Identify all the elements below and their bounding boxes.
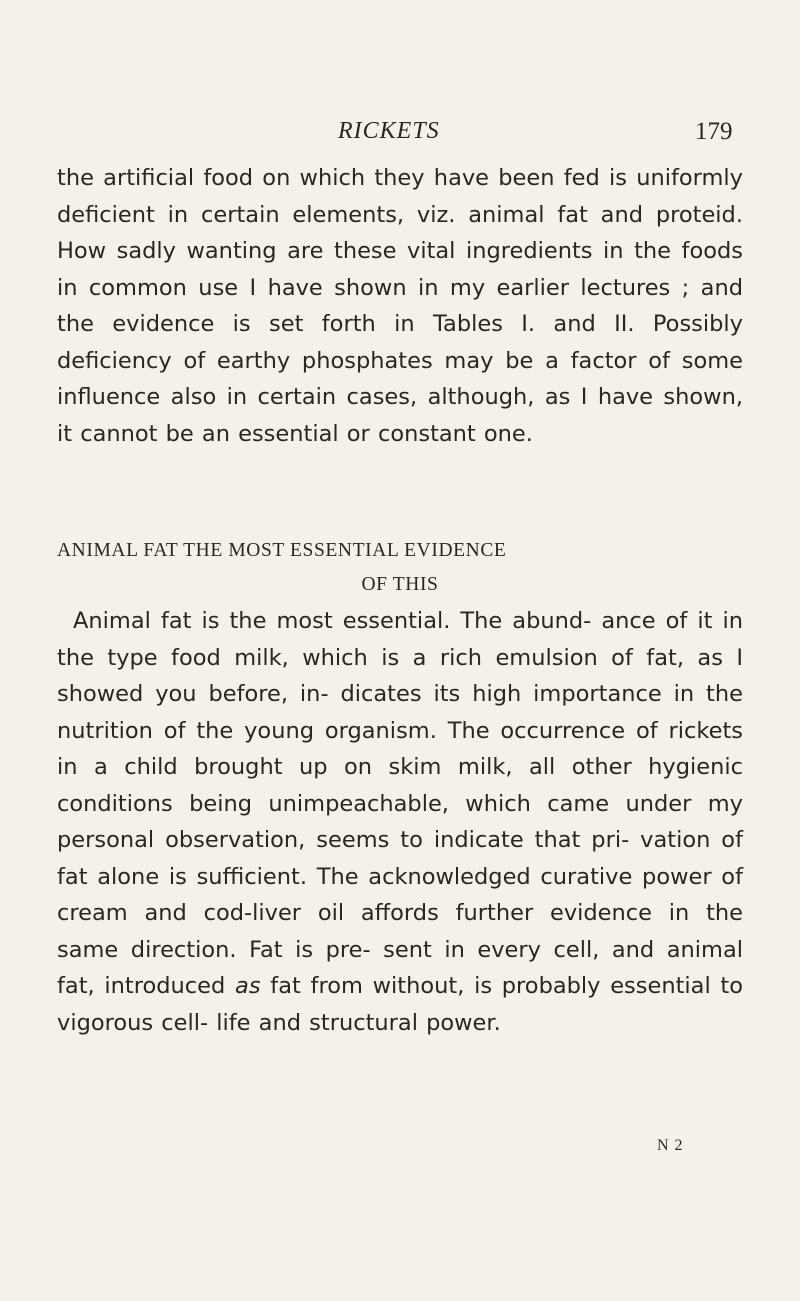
running-head <box>0 118 800 150</box>
section-paragraph-part-2: fat from without, is probably essential to vigorous cell- life and structural power. <box>57 973 744 1036</box>
italic-emphasis: as <box>235 973 261 999</box>
section-paragraph-part-1: Animal fat is the most essential. The abund- ance of it in the type food milk, which is a rich emulsion of fat, as I showed you before, in- dicates its high importance in the nutrition of the young organism. The occurrence of rickets in a child brought up on skim milk, all other hygienic conditions being unimpeachable, which came under my personal observation, seems to indicate that pri- vation of fat alone is sufficient. The acknowledged curative power of cream and cod-liver oil affords further evidence in the same direction. Fat is pre- sent in every cell, and animal fat, introduced <box>57 608 743 999</box>
signature-mark: N 2 <box>657 1137 684 1154</box>
section-heading <box>57 534 743 602</box>
paragraph-continuation: the artificial food on which they have been fed is uniformly deficient in certain elements, viz. animal fat and proteid. How sadly wanting are these vital ingredients in the foods in common use I have shown in my earlier lectures ; and the evidence is set forth in Tables I. and II. Possibly deficiency of earthy phosphates may be a factor of some influence also in certain cases, although, as I have shown, it cannot be an essential or constant one. <box>57 165 743 447</box>
section-heading-line-1: ANIMAL FAT THE MOST ESSENTIAL EVIDENCE <box>57 540 507 561</box>
section-heading-line-2: OF THIS <box>361 574 439 595</box>
running-title: RICKETS <box>338 118 440 144</box>
page-number: 179 <box>695 118 733 145</box>
section-paragraph <box>57 603 743 1041</box>
